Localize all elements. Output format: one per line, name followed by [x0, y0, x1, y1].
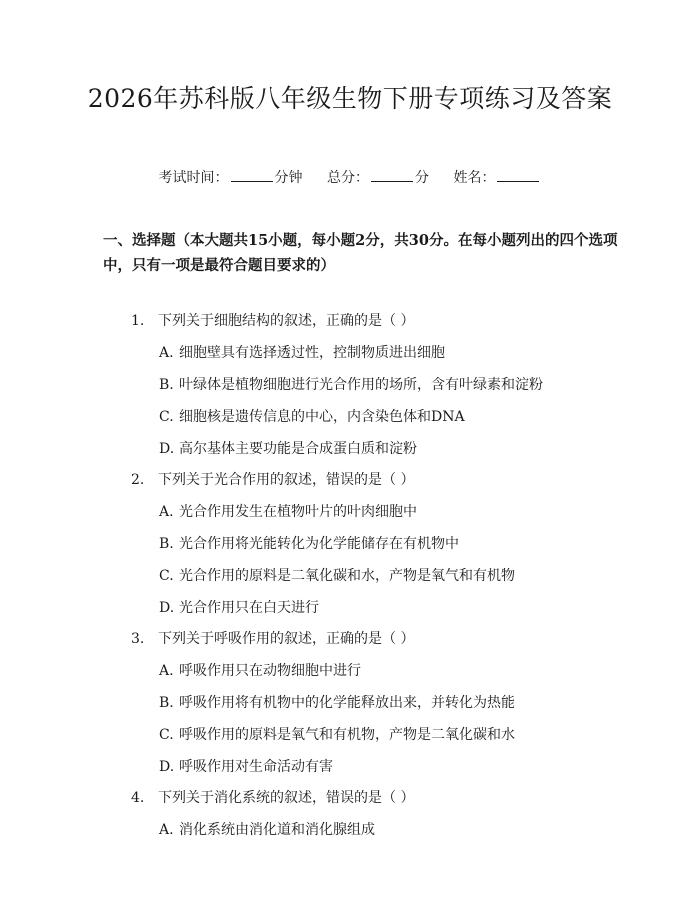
- option-text: 光合作用发生在植物叶片的叶肉细胞中: [179, 504, 417, 520]
- option-letter: B.: [159, 536, 174, 552]
- answer-option: [159, 566, 515, 586]
- answer-option: [159, 502, 417, 522]
- answer-option: [159, 757, 333, 777]
- answer-option: [159, 343, 445, 363]
- option-text: 叶绿体是植物细胞进行光合作用的场所，含有叶绿素和淀粉: [179, 377, 543, 393]
- answer-option: [159, 375, 543, 395]
- option-letter: B.: [159, 695, 174, 711]
- question-stem: [131, 311, 414, 331]
- total-score-label: 总分：: [327, 170, 369, 186]
- option-text: 呼吸作用对生命活动有害: [179, 759, 333, 775]
- option-letter: C.: [159, 409, 174, 425]
- question-stem: [131, 788, 414, 808]
- total-score-unit: 分: [415, 170, 429, 186]
- answer-option: [159, 661, 361, 681]
- option-text: 呼吸作用只在动物细胞中进行: [179, 663, 361, 679]
- page-title: 2026年苏科版八年级生物下册专项练习及答案: [87, 84, 613, 113]
- option-letter: A.: [159, 663, 174, 679]
- option-text: 呼吸作用将有机物中的化学能释放出来，并转化为热能: [179, 695, 515, 711]
- exam-time-blank: [231, 169, 273, 182]
- question-text: 下列关于光合作用的叙述，错误的是（ ）: [158, 472, 415, 488]
- question-text: 下列关于呼吸作用的叙述，正确的是（ ）: [158, 631, 415, 647]
- option-text: 消化系统由消化道和消化腺组成: [179, 822, 375, 838]
- answer-option: [159, 439, 417, 459]
- option-letter: A.: [159, 822, 174, 838]
- option-text: 细胞核是遗传信息的中心，内含染色体和DNA: [179, 409, 465, 425]
- question-number: 3.: [131, 631, 145, 647]
- option-text: 光合作用只在白天进行: [179, 600, 319, 616]
- exam-time-label: 考试时间：: [158, 170, 229, 186]
- question-number: 1.: [131, 313, 145, 329]
- answer-option: [159, 820, 375, 840]
- option-letter: D.: [159, 759, 175, 775]
- option-letter: A.: [159, 345, 174, 361]
- name-label: 姓名：: [453, 170, 496, 186]
- option-text: 高尔基体主要功能是合成蛋白质和淀粉: [179, 441, 417, 457]
- option-text: 光合作用的原料是二氧化碳和水，产物是氧气和有机物: [179, 568, 515, 584]
- option-text: 呼吸作用的原料是氧气和有机物，产物是二氧化碳和水: [179, 727, 515, 743]
- option-letter: D.: [159, 600, 175, 616]
- answer-option: [159, 598, 319, 618]
- answer-option: [159, 693, 515, 713]
- answer-option: [159, 534, 459, 554]
- answer-option: [159, 725, 515, 745]
- option-text: 光合作用将光能转化为化学能储存在有机物中: [179, 536, 459, 552]
- question-stem: [131, 629, 414, 649]
- total-score-blank: [371, 169, 413, 182]
- name-blank: [497, 169, 539, 182]
- exam-info-line: [0, 168, 700, 188]
- section-heading: 一、选择题（本大题共15小题，每小题2分，共30分。在每小题列出的四个选项中，只有一项是最符合题目要求的）: [103, 232, 618, 274]
- question-number: 2.: [131, 472, 145, 488]
- option-text: 细胞壁具有选择透过性，控制物质进出细胞: [179, 345, 445, 361]
- option-letter: A.: [159, 504, 174, 520]
- option-letter: C.: [159, 568, 174, 584]
- option-letter: D.: [159, 441, 175, 457]
- exam-time-field: [159, 170, 303, 186]
- option-letter: B.: [159, 377, 174, 393]
- option-letter: C.: [159, 727, 174, 743]
- question-text: 下列关于消化系统的叙述，错误的是（ ）: [158, 790, 415, 806]
- name-field: [453, 170, 541, 186]
- exam-time-unit: 分钟: [274, 170, 303, 186]
- total-score-field: [327, 170, 429, 186]
- question-number: 4.: [131, 790, 145, 806]
- question-stem: [131, 470, 414, 490]
- answer-option: [159, 407, 465, 427]
- question-text: 下列关于细胞结构的叙述，正确的是（ ）: [158, 313, 415, 329]
